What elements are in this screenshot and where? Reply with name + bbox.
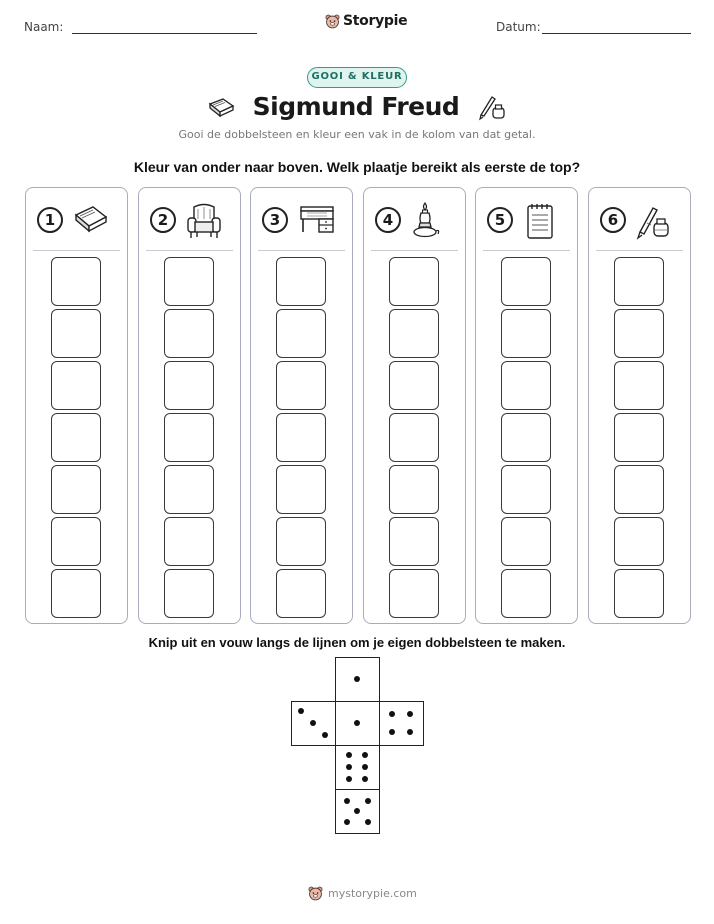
color-box[interactable] (614, 569, 664, 618)
oil-lamp-icon (410, 201, 440, 246)
die-pip (346, 752, 352, 758)
die-pip (310, 720, 316, 726)
die-face-1 (335, 657, 380, 702)
column-number: 2 (150, 207, 176, 233)
die-pip (362, 752, 368, 758)
color-box[interactable] (276, 361, 326, 410)
footer (308, 886, 417, 901)
die-pip (365, 819, 371, 825)
column-4 (363, 187, 466, 624)
column-2 (138, 187, 241, 624)
color-box[interactable] (501, 413, 551, 462)
column-number: 5 (487, 207, 513, 233)
die-pip (354, 720, 360, 726)
footer-url: mystorypie.com (328, 887, 417, 900)
die-pip (389, 711, 395, 717)
color-box[interactable] (389, 517, 439, 566)
column-header (251, 188, 352, 250)
date-label: Datum: (496, 20, 541, 34)
die-face-4 (379, 701, 424, 746)
color-box[interactable] (614, 413, 664, 462)
quill-inkwell-icon (635, 201, 671, 246)
color-box[interactable] (51, 517, 101, 566)
color-box[interactable] (276, 465, 326, 514)
color-box[interactable] (164, 465, 214, 514)
color-box[interactable] (51, 309, 101, 358)
column-header (589, 188, 690, 250)
column-header (26, 188, 127, 250)
die-pip (407, 711, 413, 717)
color-box[interactable] (389, 361, 439, 410)
column-5 (475, 187, 578, 624)
die-face-6 (335, 745, 380, 790)
brand-logo (325, 13, 407, 29)
book-icon (207, 96, 235, 118)
color-box[interactable] (501, 569, 551, 618)
name-line[interactable] (72, 33, 257, 34)
color-box[interactable] (164, 257, 214, 306)
die-face-5 (335, 789, 380, 834)
column-number: 6 (600, 207, 626, 233)
column-header (139, 188, 240, 250)
color-box[interactable] (501, 517, 551, 566)
die-pip (346, 776, 352, 782)
color-box[interactable] (164, 309, 214, 358)
die-pip (344, 798, 350, 804)
column-3 (250, 187, 353, 624)
color-box[interactable] (164, 361, 214, 410)
color-box[interactable] (614, 517, 664, 566)
column-number: 1 (37, 207, 63, 233)
die-face-3 (291, 701, 336, 746)
die-pip (322, 732, 328, 738)
column-divider (371, 250, 458, 251)
column-6 (588, 187, 691, 624)
color-box[interactable] (389, 257, 439, 306)
die-pip (344, 819, 350, 825)
brand-name: Storypie (343, 13, 408, 29)
color-box[interactable] (276, 309, 326, 358)
notepad-icon (522, 201, 558, 246)
die-pip (362, 764, 368, 770)
color-box[interactable] (501, 257, 551, 306)
die-pip (298, 708, 304, 714)
color-box[interactable] (389, 569, 439, 618)
color-box[interactable] (276, 413, 326, 462)
column-divider (146, 250, 233, 251)
color-box[interactable] (51, 465, 101, 514)
color-box[interactable] (164, 517, 214, 566)
die-pip (346, 764, 352, 770)
color-box[interactable] (389, 465, 439, 514)
instruction-bottom: Knip uit en vouw langs de lijnen om je eigen dobbelsteen te maken. (148, 635, 566, 650)
color-box[interactable] (51, 257, 101, 306)
die-pip (407, 729, 413, 735)
die-pip (354, 676, 360, 682)
column-header (364, 188, 465, 250)
column-divider (483, 250, 570, 251)
color-box[interactable] (164, 569, 214, 618)
book-icon (72, 201, 110, 242)
color-box[interactable] (614, 257, 664, 306)
column-divider (596, 250, 683, 251)
page-title: Sigmund Freud (252, 92, 460, 121)
color-box[interactable] (51, 361, 101, 410)
column-divider (258, 250, 345, 251)
color-box[interactable] (501, 361, 551, 410)
column-1 (25, 187, 128, 624)
bear-icon (308, 886, 323, 901)
color-box[interactable] (389, 309, 439, 358)
die-pip (354, 808, 360, 814)
color-box[interactable] (276, 257, 326, 306)
instruction-top: Kleur van onder naar boven. Welk plaatje bereikt als eerste de top? (133, 159, 581, 175)
die-pip (389, 729, 395, 735)
column-number: 3 (262, 207, 288, 233)
color-box[interactable] (501, 309, 551, 358)
color-box[interactable] (614, 465, 664, 514)
color-box[interactable] (51, 569, 101, 618)
date-line[interactable] (542, 33, 691, 34)
color-box[interactable] (164, 413, 214, 462)
color-box[interactable] (501, 465, 551, 514)
activity-badge: GOOI & KLEUR (307, 67, 407, 88)
color-box[interactable] (614, 309, 664, 358)
quill-inkwell-icon (477, 93, 507, 121)
title-row (0, 92, 714, 121)
column-number: 4 (375, 207, 401, 233)
die-pip (365, 798, 371, 804)
die-face-1 (335, 701, 380, 746)
die-pip (362, 776, 368, 782)
subtitle: Gooi de dobbelsteen en kleur een vak in de kolom van dat getal. (178, 128, 536, 141)
name-label: Naam: (24, 20, 64, 34)
column-header (476, 188, 577, 250)
bear-icon (325, 14, 340, 29)
armchair-icon (185, 201, 223, 246)
color-box[interactable] (51, 413, 101, 462)
color-box[interactable] (614, 361, 664, 410)
color-box[interactable] (276, 517, 326, 566)
desk-icon (297, 201, 337, 240)
color-box[interactable] (276, 569, 326, 618)
column-divider (33, 250, 120, 251)
color-box[interactable] (389, 413, 439, 462)
